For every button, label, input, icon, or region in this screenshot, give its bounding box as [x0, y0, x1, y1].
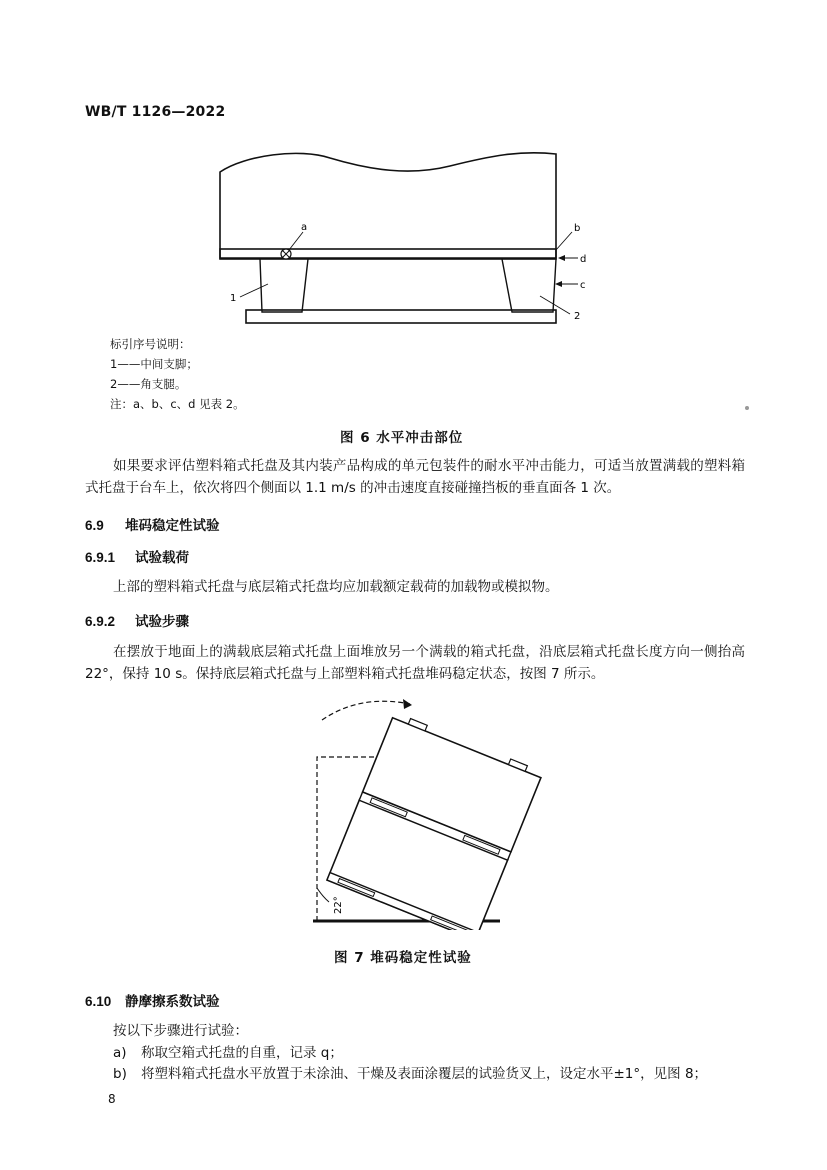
figure-7-drawing	[0, 690, 827, 930]
section-title: 静摩擦系数试验	[125, 994, 220, 1010]
paragraph-impact: 如果要求评估塑料箱式托盘及其内装产品构成的单元包装件的耐水平冲击能力，可适当放置满载的塑料箱式托盘于台车上，依次将四个侧面以 1.1 m/s 的冲击速度直接碰撞挡板的垂直面各 1 次。	[85, 458, 745, 496]
angle-arc	[317, 888, 329, 902]
legend-title: 标引序号说明：	[110, 337, 191, 351]
paragraph-load: 上部的塑料箱式托盘与底层箱式托盘均应加载额定载荷的加载物或模拟物。	[113, 579, 559, 595]
section-number: 6.10	[85, 994, 112, 1009]
section-6-9-1-heading	[85, 546, 189, 566]
section-title: 试验载荷	[135, 550, 189, 566]
label-a: a	[301, 222, 308, 233]
paragraph-steps: 在摆放于地面上的满载底层箱式托盘上面堆放另一个满载的箱式托盘，沿底层箱式托盘长度方向一侧抬高 22°，保持 10 s。保持底层箱式托盘与上部塑料箱式托盘堆码稳定状态，按图 7 所示。	[85, 644, 745, 682]
step-a	[113, 1043, 753, 1063]
section-title: 试验步骤	[135, 614, 189, 630]
figure-6-caption: 图 6 水平冲击部位	[340, 430, 464, 446]
paragraph-friction-intro: 按以下步骤进行试验：	[113, 1023, 248, 1039]
legend-item-1: 1——中间支脚；	[110, 357, 198, 371]
section-6-9-heading	[85, 514, 220, 534]
section-title: 堆码稳定性试验	[125, 518, 220, 534]
step-label: a)	[113, 1045, 127, 1061]
rotation-arrow	[322, 701, 410, 720]
section-6-10-heading	[85, 990, 220, 1010]
label-c: c	[580, 280, 586, 291]
legend-note: 注：a、b、c、d 见表 2。	[110, 397, 245, 411]
leader-a	[289, 232, 303, 250]
corner-leg-left	[260, 259, 308, 312]
figure-6-drawing	[0, 0, 827, 340]
label-1: 1	[230, 293, 237, 304]
step-text: 称取空箱式托盘的自重，记录 q；	[141, 1045, 343, 1061]
section-number: 6.9	[85, 518, 104, 533]
leader-b	[556, 232, 572, 250]
label-b: b	[574, 223, 581, 234]
load-outline	[220, 153, 556, 258]
label-2: 2	[574, 311, 581, 322]
legend-item-2: 2——角支腿。	[110, 377, 187, 391]
leader-1	[240, 284, 268, 297]
section-number: 6.9.1	[85, 550, 116, 565]
step-b	[113, 1064, 753, 1084]
document-header: WB/T 1126—2022	[85, 104, 226, 120]
tilted-stack	[327, 712, 543, 930]
angle-label: 22°	[333, 896, 344, 914]
figure-6-legend	[110, 334, 245, 414]
figure-7-caption: 图 7 堆码稳定性试验	[334, 950, 472, 966]
step-label: b)	[113, 1066, 127, 1082]
scan-speck	[745, 406, 749, 410]
corner-leg-right	[502, 259, 556, 312]
section-6-9-2-heading	[85, 610, 189, 630]
step-text: 将塑料箱式托盘水平放置于未涂油、干燥及表面涂覆层的试验货叉上，设定水平±1°，见图 8；	[141, 1066, 708, 1082]
page-number: 8	[108, 1092, 116, 1106]
section-number: 6.9.2	[85, 614, 116, 629]
label-d: d	[580, 254, 587, 265]
